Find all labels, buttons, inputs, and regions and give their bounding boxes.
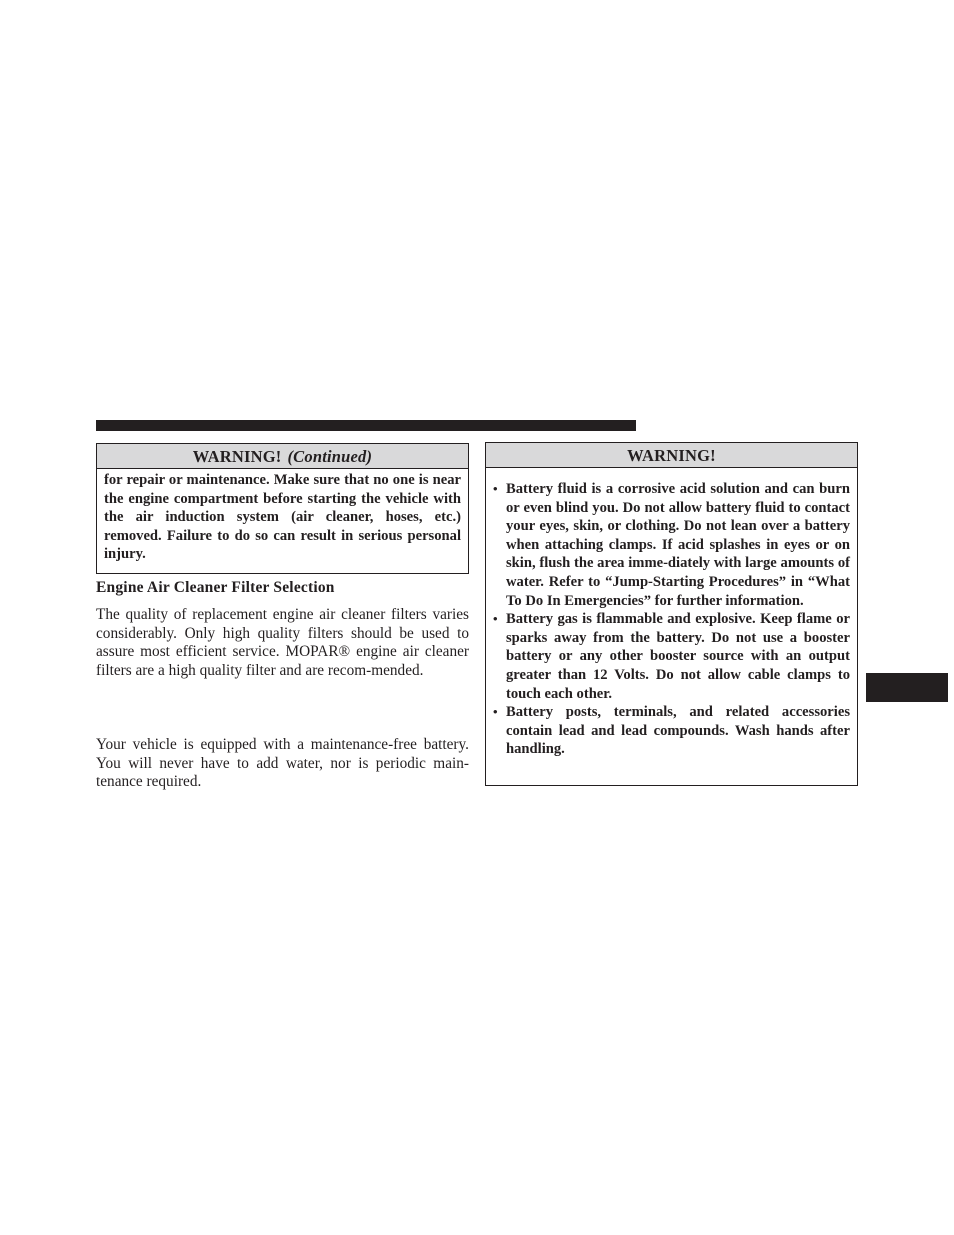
bullet-text: Battery gas is flammable and explosive. Keep flame or sparks away from the battery. Do not use a booster battery or any other booster source with an output greater than 12 Volts. Do not allow cable clamps to touch each other. xyxy=(506,611,850,702)
bullet-icon: • xyxy=(493,481,498,496)
bullet-icon: • xyxy=(493,611,498,627)
section-heading: Engine Air Cleaner Filter Selection xyxy=(96,579,335,596)
warning-title: WARNING! xyxy=(627,446,716,465)
list-item xyxy=(493,610,850,703)
section-top-rule xyxy=(96,420,636,431)
paragraph-air-filter: The quality of replacement engine air cleaner filters varies considerably. Only high quality filters should be used to assure most efficient service. MOPAR® engine air cleaner filters are a high quality filter and are recom-mended. xyxy=(96,606,469,679)
warning-header xyxy=(97,444,468,469)
bullet-icon: • xyxy=(493,704,498,720)
warning-continued-label: (Continued) xyxy=(287,447,373,466)
list-item xyxy=(493,703,850,759)
warning-header xyxy=(486,443,857,468)
warning-title: WARNING! xyxy=(192,447,282,466)
warning-bullet-list xyxy=(486,468,857,759)
warning-box-battery xyxy=(485,442,858,786)
warning-text: for repair or maintenance. Make sure that no one is near the engine compartment before starting the vehicle with the air induction system (air cleaner, hoses, etc.) removed. Failure to do so can result in serious personal injury. xyxy=(104,472,461,563)
bullet-text: Battery fluid is a corrosive acid solution and can burn or even blind you. Do not allow battery fluid to contact your eyes, skin, or clothing. Do not lean over a battery when attaching clamps. If acid splashes in eyes or on skin, flush the area imme-diately with large amounts of water. Refer to “Jump-Starting Procedures” in “What To Do In Emergencies” for further information. xyxy=(506,481,850,609)
warning-box-continued xyxy=(96,443,469,574)
paragraph-battery: Your vehicle is equipped with a maintenance-free battery. You will never have to add water, nor is periodic main-tenance required. xyxy=(96,736,469,791)
bullet-text: Battery posts, terminals, and related accessories contain lead and lead compounds. Wash hands after handling. xyxy=(506,704,850,758)
list-item xyxy=(493,480,850,610)
chapter-tab-marker xyxy=(866,673,948,702)
